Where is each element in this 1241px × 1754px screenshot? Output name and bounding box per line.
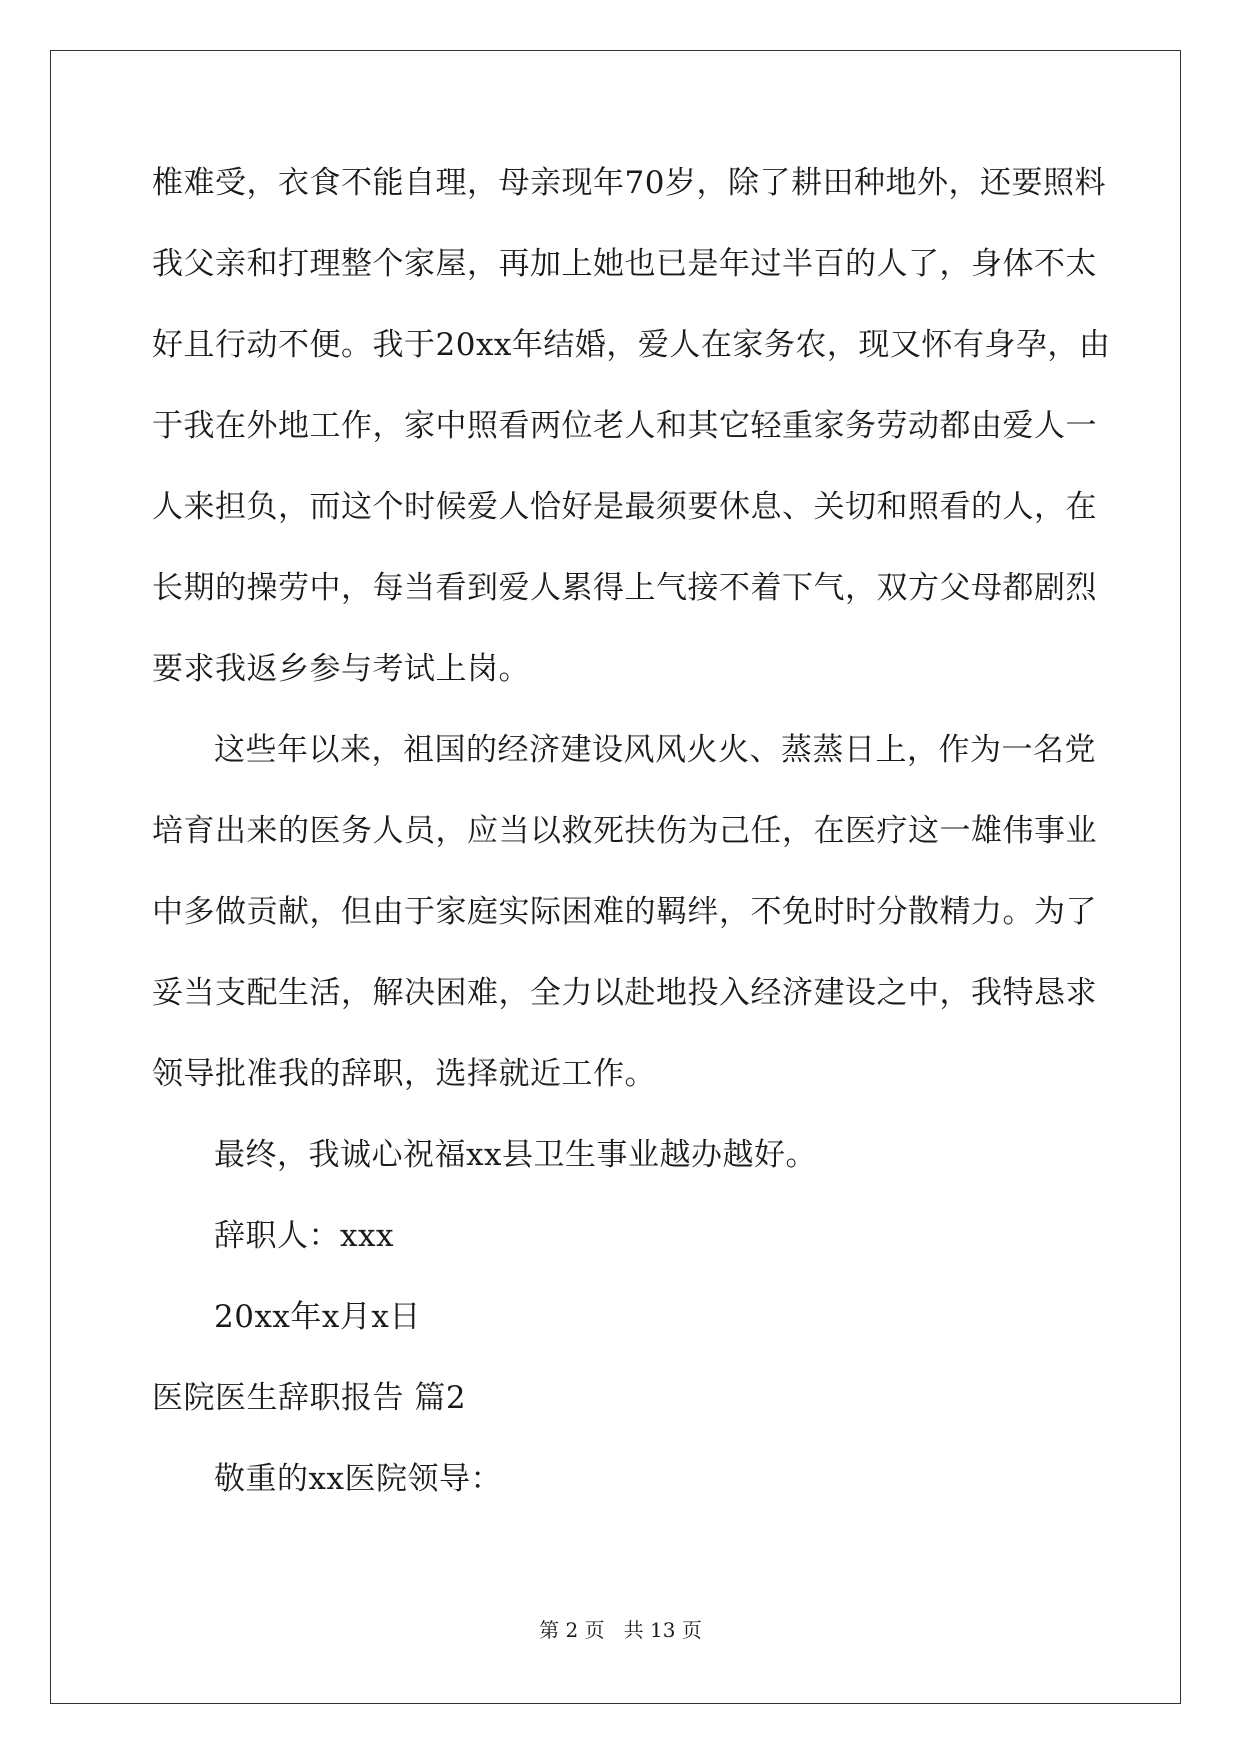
paragraph-line: 好且行动不便。我于20xx年结婚，爱人在家务农，现又怀有身孕，由	[152, 327, 1111, 363]
paragraph-line: 培育出来的医务人员，应当以救死扶伤为己任，在医疗这一雄伟事业	[152, 813, 1097, 849]
signature-date: 20xx年x月x日	[214, 1299, 421, 1335]
signature-name: 辞职人：xxx	[214, 1218, 394, 1254]
document-body	[152, 163, 1111, 1540]
paragraph-line: 要求我返乡参与考试上岗。	[152, 651, 530, 687]
paragraph-line: 中多做贡献，但由于家庭实际困难的羁绊，不免时时分散精力。为了	[152, 894, 1097, 930]
closing-wish: 最终，我诚心祝福xx县卫生事业越办越好。	[214, 1137, 817, 1173]
paragraph-line: 妥当支配生活，解决困难，全力以赴地投入经济建设之中，我特恳求	[152, 975, 1097, 1011]
section-heading: 医院医生辞职报告 篇2	[152, 1380, 467, 1416]
paragraph-line: 这些年以来，祖国的经济建设风风火火、蒸蒸日上，作为一名党	[214, 732, 1096, 768]
paragraph-line: 领导批准我的辞职，选择就近工作。	[152, 1056, 656, 1092]
paragraph-line: 椎难受，衣食不能自理，母亲现年70岁，除了耕田种地外，还要照料	[152, 165, 1106, 201]
salutation: 敬重的xx医院领导：	[214, 1461, 502, 1497]
paragraph-line: 人来担负，而这个时候爱人恰好是最须要休息、关切和照看的人，在	[152, 489, 1097, 525]
paragraph-line: 长期的操劳中，每当看到爱人累得上气接不着下气，双方父母都剧烈	[152, 570, 1097, 606]
paragraph-line: 我父亲和打理整个家屋，再加上她也已是年过半百的人了，身体不太	[152, 246, 1097, 282]
page-number: 第 2 页 共 13 页	[539, 1618, 702, 1642]
paragraph-line: 于我在外地工作，家中照看两位老人和其它轻重家务劳动都由爱人一	[152, 408, 1097, 444]
